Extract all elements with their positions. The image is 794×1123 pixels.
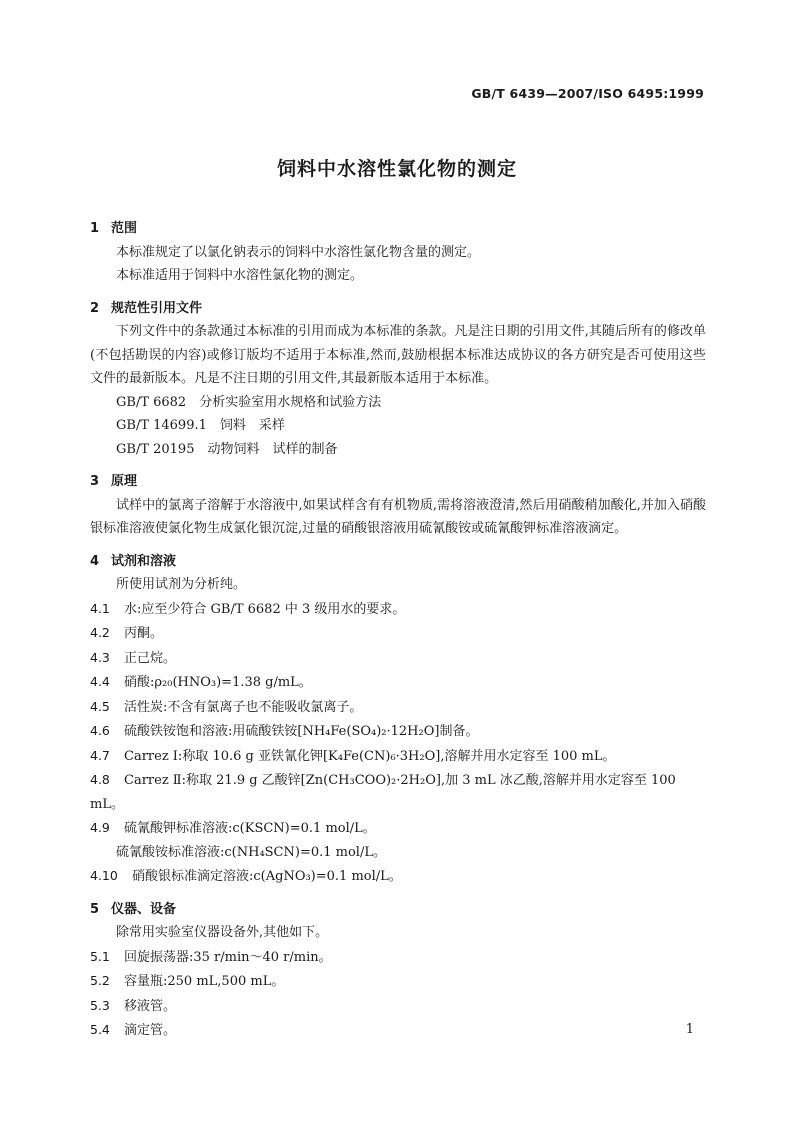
section-1-heading <box>90 217 706 241</box>
section-title: 范围 <box>111 221 138 236</box>
item-number: 5.4 <box>90 1022 110 1037</box>
list-item <box>90 621 706 646</box>
list-item <box>90 670 706 695</box>
item-text: 硝酸银标准滴定溶液:c(AgNO₃)=0.1 mol/L。 <box>132 869 402 884</box>
section-number: 4 <box>90 553 100 569</box>
item-text: 水:应至少符合 GB/T 6682 中 3 级用水的要求。 <box>124 601 406 617</box>
list-item <box>90 744 706 769</box>
item-text: 硫氰酸钾标准溶液:c(KSCN)=0.1 mol/L。 <box>124 821 376 836</box>
list-item <box>90 969 706 994</box>
item-number: 4.5 <box>90 698 110 714</box>
section-2-heading <box>90 297 706 321</box>
item-text: 丙酮。 <box>124 626 164 641</box>
item-text: 回旋振荡器:35 r/min～40 r/min。 <box>124 949 332 965</box>
section-number: 2 <box>90 300 100 316</box>
standard-code: GB/T 6439—2007/ISO 6495:1999 <box>471 86 704 101</box>
section-number: 3 <box>90 474 100 489</box>
item-number: 4.8 <box>90 772 110 787</box>
list-item <box>90 945 706 970</box>
item-number: 4.1 <box>90 600 110 616</box>
list-item <box>90 695 706 720</box>
section-5-intro: 除常用实验室仪器设备外,其他如下。 <box>116 925 329 940</box>
list-item <box>90 1018 706 1043</box>
item-text: Carrez Ⅰ:称取 10.6 g 亚铁氰化钾[K₄Fe(CN)₆·3H₂O],溶解并用水定容至 100 mL。 <box>124 748 616 764</box>
section-1-paragraph-2: 本标准适用于饲料中水溶性氯化物的测定。 <box>116 268 364 283</box>
section-5-heading <box>90 898 706 922</box>
reference-item: GB/T 20195 动物饲料 试样的制备 <box>116 441 338 457</box>
page-number: 1 <box>685 1022 694 1037</box>
item-number: 4.4 <box>90 674 110 689</box>
item-text: 移液管。 <box>124 998 177 1014</box>
list-item <box>90 597 706 622</box>
item-number: 4.6 <box>90 723 110 738</box>
section-number: 1 <box>90 221 100 236</box>
list-item <box>90 768 706 816</box>
section-title: 试剂和溶液 <box>111 553 177 569</box>
item-text: 活性炭:不含有氯离子也不能吸收氯离子。 <box>124 699 363 715</box>
item-text: 容量瓶:250 mL,500 mL。 <box>124 974 285 989</box>
reference-item: GB/T 6682 分析实验室用水规格和试验方法 <box>116 394 382 410</box>
item-number: 4.3 <box>90 649 110 665</box>
document-title: 饲料中水溶性氯化物的测定 <box>276 158 517 180</box>
item-number: 4.9 <box>90 820 110 835</box>
item-text: 硝酸:ρ₂₀(HNO₃)=1.38 g/mL。 <box>124 675 312 690</box>
document-body <box>90 217 706 1043</box>
item-text: 滴定管。 <box>124 1023 177 1038</box>
section-4-intro: 所使用试剂为分析纯。 <box>116 577 247 592</box>
list-item <box>90 719 706 744</box>
section-title: 仪器、设备 <box>111 901 177 917</box>
item-text: Carrez Ⅱ:称取 21.9 g 乙酸锌[Zn(CH₃COO)₂·2H₂O],加 3 mL 冰乙酸,溶解并用水定容至 100 mL。 <box>90 773 676 812</box>
item-text: 正己烷。 <box>124 650 177 666</box>
item-number: 4.2 <box>90 625 110 640</box>
list-item <box>90 994 706 1019</box>
item-number: 4.7 <box>90 747 110 763</box>
section-3-heading <box>90 470 706 494</box>
section-4-heading <box>90 550 706 574</box>
list-item <box>90 646 706 671</box>
section-title: 原理 <box>111 474 138 489</box>
item-text: 硫酸铁铵饱和溶液:用硫酸铁铵[NH₄Fe(SO₄)₂·12H₂O]制备。 <box>124 724 479 739</box>
section-title: 规范性引用文件 <box>111 300 203 316</box>
item-number: 5.2 <box>90 973 110 988</box>
item-number: 5.3 <box>90 997 110 1013</box>
list-item <box>90 816 706 841</box>
list-item <box>90 864 706 889</box>
section-3-paragraph: 试样中的氯离子溶解于水溶液中,如果试样含有有机物质,需将溶液澄清,然后用硝酸稍加酸化,并加入硝酸银标准溶液使氯化物生成氯化银沉淀,过量的硝酸银溶液用硫氰酸铵或硫氰酸钾标准溶液滴定。 <box>90 497 706 536</box>
section-1-paragraph-1: 本标准规定了以氯化钠表示的饲料中水溶性氯化物含量的测定。 <box>116 244 481 260</box>
section-2-paragraph: 下列文件中的条款通过本标准的引用而成为本标准的条款。凡是注日期的引用文件,其随后所有的修改单(不包括勘误的内容)或修订版均不适用于本标准,然而,鼓励根据本标准达成协议的各方研究是否可使用这些文件的最新版本。凡是不注日期的引用文件,其最新版本适用于本标准。 <box>90 324 706 386</box>
list-sub-item: 硫氰酸铵标准溶液:c(NH₄SCN)=0.1 mol/L。 <box>116 844 386 860</box>
section-number: 5 <box>90 901 100 917</box>
item-number: 5.1 <box>90 948 110 964</box>
item-number: 4.10 <box>90 868 118 883</box>
reference-item: GB/T 14699.1 饲料 采样 <box>116 418 285 433</box>
